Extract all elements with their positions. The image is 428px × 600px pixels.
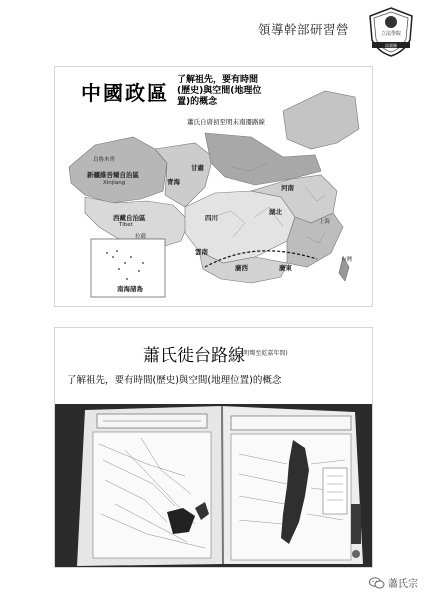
footer-brand-text: 蕭氏宗 bbox=[388, 579, 418, 590]
label-tibet-en: Tibet bbox=[119, 222, 133, 228]
map-title: 中國政區 bbox=[81, 81, 169, 105]
footer-brand bbox=[369, 575, 418, 590]
label-lasa: 拉薩 bbox=[135, 234, 147, 240]
label-tibet: 西藏自治區 bbox=[113, 214, 146, 222]
taiwan-migration-slide bbox=[54, 327, 373, 568]
label-gansu: 甘肅 bbox=[191, 164, 204, 172]
slide2-body-text: 了解祖先，要有時間(歷史)與空間(地理位置)的概念 bbox=[67, 375, 282, 386]
label-qinghai: 青海 bbox=[167, 178, 180, 186]
china-map-slide bbox=[54, 66, 373, 307]
history-geography-note: 了解祖先，要有時間 (歷史)與空間(地理位 置)的概念 bbox=[177, 75, 262, 107]
label-taiwan: 台灣 bbox=[341, 257, 353, 263]
header-title: 領導幹部研習營 bbox=[258, 22, 350, 37]
slide2-subtitle: (明鄭至乾嘉年間) bbox=[241, 350, 288, 357]
label-sichuan: 四川 bbox=[205, 214, 218, 222]
label-wulumuqi: 烏魯木齊 bbox=[93, 157, 116, 163]
wechat-icon bbox=[369, 577, 385, 589]
label-xinjiang-en: Xinjiang bbox=[103, 180, 126, 186]
svg-text:立法學院: 立法學院 bbox=[380, 31, 402, 37]
label-yunnan: 雲南 bbox=[195, 248, 208, 256]
label-guangdong: 廣東 bbox=[279, 264, 292, 272]
migration-route-caption: 蕭氏自唐初至明末南遷路線 bbox=[187, 118, 265, 126]
genealogy-book-photo bbox=[55, 404, 372, 567]
camp-emblem bbox=[364, 6, 418, 58]
slide2-title: 蕭氏徙台路線 bbox=[143, 346, 245, 366]
label-xinjiang: 新疆維吾爾自治區 bbox=[87, 171, 139, 179]
label-henan: 河南 bbox=[281, 184, 294, 192]
svg-text:苗栗縣: 苗栗縣 bbox=[385, 43, 397, 48]
label-guangxi: 廣西 bbox=[235, 264, 248, 272]
label-hubei: 湖北 bbox=[269, 208, 282, 216]
label-shanghai: 上海 bbox=[319, 219, 331, 225]
label-south-sea-islands: 南海諸島 bbox=[117, 285, 143, 293]
